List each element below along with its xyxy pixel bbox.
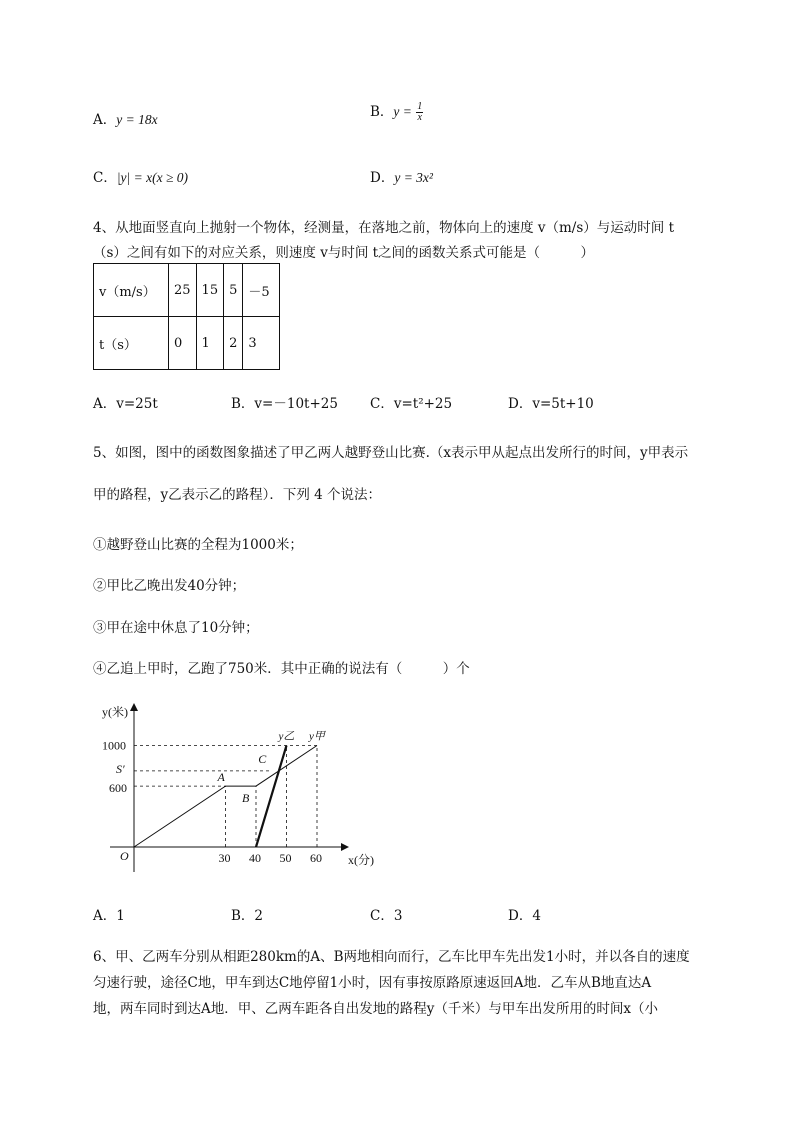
q4-option-b: B．v=－10t+25: [231, 396, 338, 412]
q4-text-line1: 4、从地面竖直向上抛射一个物体，经测量，在落地之前，物体向上的速度 v（m/s）与运动时间 t: [93, 220, 674, 236]
distance-time-graph: [90, 700, 390, 875]
q5-text-line2: 甲的路程，y乙表示乙的路程）．下列 4 个说法：: [93, 487, 382, 503]
point-label: C: [258, 751, 267, 766]
fraction: $\frac{1}{x}$: [417, 101, 423, 123]
x-tick-label: 50: [279, 851, 292, 865]
table-cell: 15: [196, 264, 224, 317]
y-tick-label: 600: [109, 781, 127, 796]
q6-text-line3: 地，两车同时到达A地．甲、乙两车距各自出发地的路程y（千米）与甲车出发所用的时间x（小: [93, 1001, 658, 1017]
q4-option-d: D．v=5t+10: [508, 396, 594, 412]
q3-option-a: A．y = 18x: [93, 112, 158, 128]
x-axis-label: x(分): [348, 853, 374, 867]
point-label: A: [217, 770, 225, 785]
table-cell: 2: [224, 317, 243, 370]
table-cell: 3: [243, 317, 280, 370]
series-label: y乙: [278, 730, 295, 743]
x-tick-label: 60: [310, 851, 322, 865]
table-cell: 0: [169, 317, 197, 370]
table-cell: 25: [169, 264, 197, 317]
q5-statement-1: ①越野登山比赛的全程为1000米；: [93, 537, 303, 553]
velocity-time-table: [93, 263, 280, 370]
table-cell: 5: [224, 264, 243, 317]
q5-statement-4: ④乙追上甲时，乙跑了750米．其中正确的说法有（ ）个: [93, 661, 470, 677]
q6-text-line1: 6、甲、乙两车分别从相距280km的A、B两地相向而行，乙车比甲车先出发1小时，并以各自的速度: [93, 949, 690, 965]
table-cell: 1: [196, 317, 224, 370]
y-tick-label: 1000: [102, 738, 126, 753]
q4-text-line2: （s）之间有如下的对应关系，则速度 v与时间 t之间的函数关系式可能是（ ）: [93, 245, 595, 261]
q3-option-b: B．y = $\frac{1}{x}$: [370, 101, 423, 123]
origin-label: O: [120, 849, 129, 863]
point-label: B: [242, 791, 250, 806]
q3-option-c: C．|y| = x(x ≥ 0): [93, 170, 189, 186]
q5-option-c: C．3: [370, 908, 403, 924]
q5-text-line1: 5、如图，图中的函数图象描述了甲乙两人越野登山比赛.（x表示甲从起点出发所行的时间，y甲表示: [93, 445, 689, 461]
table-cell: t（s）: [94, 317, 169, 370]
y-tick-label: S′: [116, 761, 125, 776]
x-tick-label: 40: [249, 851, 261, 865]
q5-option-a: A．1: [93, 908, 125, 924]
table-cell: v（m/s）: [94, 264, 169, 317]
q3-option-d: D．y = 3x²: [370, 170, 433, 186]
q5-statement-2: ②甲比乙晚出发40分钟；: [93, 578, 246, 594]
x-tick-label: 30: [218, 851, 231, 865]
y-axis-label: y(米): [102, 705, 128, 719]
q5-option-b: B．2: [231, 908, 264, 924]
q6-text-line2: 匀速行驶，途径C地，甲车到达C地停留1小时，因有事按原路原速返回A地．乙车从B地直达A: [93, 975, 652, 991]
series-label: y甲: [309, 730, 325, 743]
q4-option-c: C．v=t²+25: [370, 396, 453, 412]
q5-statement-3: ③甲在途中休息了10分钟；: [93, 620, 259, 636]
q5-option-d: D．4: [508, 908, 541, 924]
q4-option-a: A．v=25t: [93, 396, 158, 412]
table-row: [94, 264, 280, 317]
table-row: [94, 317, 280, 370]
table-cell: －5: [243, 264, 280, 317]
